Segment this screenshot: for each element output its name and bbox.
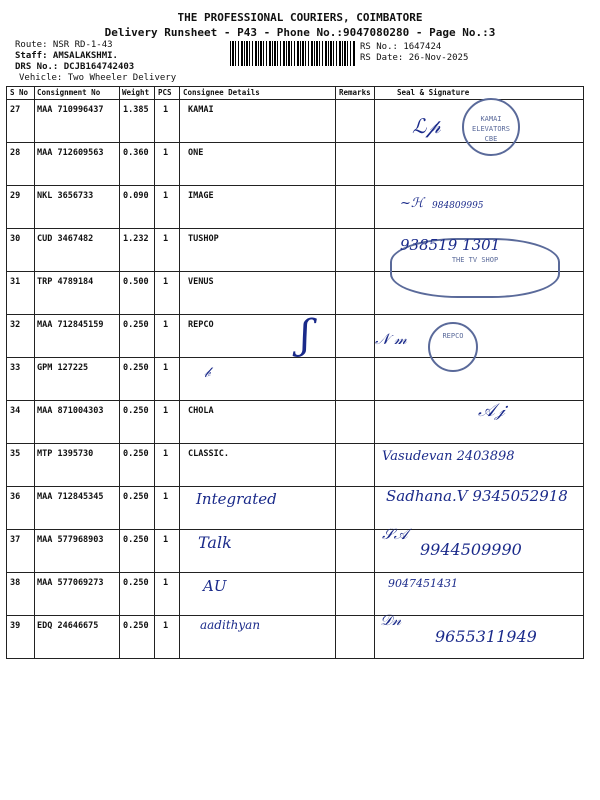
row-sno: 28 bbox=[10, 148, 21, 158]
row-39-phone: 9655311949 bbox=[435, 627, 537, 646]
drs-no: DRS No.: DCJB164742403 bbox=[15, 62, 135, 72]
col-divider bbox=[179, 229, 180, 272]
row-sno: 31 bbox=[10, 277, 21, 287]
col-divider bbox=[154, 616, 155, 659]
col-pcs: PCS bbox=[158, 88, 172, 97]
row-weight: 0.250 bbox=[123, 535, 149, 545]
col-divider bbox=[335, 573, 336, 616]
repco-signature: 𝒩 𝓂 bbox=[375, 330, 407, 348]
row-weight: 0.250 bbox=[123, 449, 149, 459]
col-divider bbox=[154, 358, 155, 401]
row-sno: 38 bbox=[10, 578, 21, 588]
col-divider bbox=[374, 573, 375, 616]
col-sno: S No bbox=[10, 88, 29, 97]
row-consignee: VENUS bbox=[188, 277, 214, 287]
row-pcs: 1 bbox=[163, 234, 169, 244]
row-pcs: 1 bbox=[163, 277, 169, 287]
col-divider bbox=[374, 143, 375, 186]
row-consignee: KAMAI bbox=[188, 105, 214, 115]
row-pcs: 1 bbox=[163, 535, 169, 545]
row-sno: 35 bbox=[10, 449, 21, 459]
row-sno: 32 bbox=[10, 320, 21, 330]
table-row bbox=[6, 573, 584, 616]
col-divider bbox=[6, 487, 7, 530]
col-divider bbox=[6, 444, 7, 487]
col-divider bbox=[179, 487, 180, 530]
tushop-phone: 938519 1301 bbox=[400, 236, 501, 254]
kamai-signature: ℒ𝓅 bbox=[412, 114, 441, 138]
col-divider bbox=[154, 444, 155, 487]
row-consignee: ONE bbox=[188, 148, 204, 158]
col-divider bbox=[154, 229, 155, 272]
col-divider bbox=[154, 186, 155, 229]
row-sno: 36 bbox=[10, 492, 21, 502]
col-divider bbox=[34, 143, 35, 186]
row-weight: 0.250 bbox=[123, 406, 149, 416]
row-pcs: 1 bbox=[163, 320, 169, 330]
col-divider bbox=[154, 487, 155, 530]
col-divider bbox=[6, 530, 7, 573]
col-divider bbox=[34, 358, 35, 401]
row-pcs: 1 bbox=[163, 492, 169, 502]
col-divider bbox=[154, 143, 155, 186]
row-consignment-no: MAA 712609563 bbox=[37, 148, 104, 158]
row-consignment-no: NKL 3656733 bbox=[37, 191, 94, 201]
col-divider bbox=[335, 530, 336, 573]
col-divider bbox=[335, 401, 336, 444]
col-consignee: Consignee Details bbox=[183, 88, 260, 97]
col-divider bbox=[6, 143, 7, 186]
row-pcs: 1 bbox=[163, 191, 169, 201]
row-38-consignee: AU bbox=[203, 577, 227, 595]
col-divider bbox=[179, 358, 180, 401]
row-consignment-no: MAA 712845345 bbox=[37, 492, 104, 502]
col-divider bbox=[119, 487, 120, 530]
row-consignment-no: MTP 1395730 bbox=[37, 449, 94, 459]
vehicle: Vehicle: Two Wheeler Delivery bbox=[19, 73, 177, 83]
kamai-elevators-stamp: KAMAI ELEVATORS CBE bbox=[462, 98, 520, 156]
col-divider bbox=[374, 186, 375, 229]
col-divider bbox=[34, 444, 35, 487]
col-divider bbox=[154, 315, 155, 358]
rs-no: RS No.: 1647424 bbox=[360, 42, 442, 52]
col-divider bbox=[179, 86, 180, 99]
classic-receiver: Vasudevan 2403898 bbox=[382, 449, 515, 464]
row-consignment-no: TRP 4789184 bbox=[37, 277, 94, 287]
row-consignee: CLASSIC. bbox=[188, 449, 229, 459]
col-divider bbox=[34, 272, 35, 315]
row-33-scribble: ʃ bbox=[300, 312, 311, 358]
col-divider bbox=[335, 86, 336, 99]
row-pcs: 1 bbox=[163, 578, 169, 588]
col-divider bbox=[583, 229, 584, 272]
col-divider bbox=[34, 100, 35, 143]
col-divider bbox=[179, 616, 180, 659]
col-divider bbox=[583, 272, 584, 315]
company-name: THE PROFESSIONAL COURIERS, COIMBATORE bbox=[177, 11, 423, 24]
route: Route: NSR RD-1-43 bbox=[15, 40, 113, 50]
row-weight: 0.360 bbox=[123, 148, 149, 158]
col-divider bbox=[6, 86, 7, 99]
col-divider bbox=[583, 573, 584, 616]
col-divider bbox=[154, 86, 155, 99]
col-divider bbox=[583, 358, 584, 401]
image-signature: ~ℋ bbox=[400, 196, 424, 211]
col-divider bbox=[583, 530, 584, 573]
row-consignment-no: MAA 712845159 bbox=[37, 320, 104, 330]
col-divider bbox=[154, 100, 155, 143]
col-divider bbox=[34, 229, 35, 272]
col-divider bbox=[374, 272, 375, 315]
col-divider bbox=[6, 573, 7, 616]
table-row bbox=[6, 315, 584, 358]
chola-signature: 𝒜𝒿 bbox=[478, 400, 505, 421]
row-weight: 0.250 bbox=[123, 320, 149, 330]
col-divider bbox=[119, 186, 120, 229]
row-33-mark: 𝒷 bbox=[204, 365, 211, 381]
col-divider bbox=[179, 315, 180, 358]
row-consignment-no: GPM 127225 bbox=[37, 363, 89, 373]
runsheet-table bbox=[6, 86, 584, 659]
row-weight: 0.250 bbox=[123, 492, 149, 502]
row-39-consignee: aadithyan bbox=[200, 618, 261, 632]
col-divider bbox=[583, 186, 584, 229]
col-divider bbox=[34, 487, 35, 530]
col-divider bbox=[6, 229, 7, 272]
col-divider bbox=[583, 444, 584, 487]
row-sno: 30 bbox=[10, 234, 21, 244]
col-divider bbox=[6, 315, 7, 358]
row-sno: 39 bbox=[10, 621, 21, 631]
col-divider bbox=[119, 444, 120, 487]
row-37-phone: 9944509990 bbox=[420, 540, 522, 559]
col-divider bbox=[6, 272, 7, 315]
col-divider bbox=[179, 530, 180, 573]
col-divider bbox=[335, 358, 336, 401]
row-consignment-no: MAA 577069273 bbox=[37, 578, 104, 588]
col-divider bbox=[119, 272, 120, 315]
row-weight: 0.090 bbox=[123, 191, 149, 201]
col-divider bbox=[583, 143, 584, 186]
row-pcs: 1 bbox=[163, 449, 169, 459]
col-divider bbox=[34, 315, 35, 358]
col-divider bbox=[154, 272, 155, 315]
col-divider bbox=[335, 100, 336, 143]
row-pcs: 1 bbox=[163, 406, 169, 416]
runsheet-title: Delivery Runsheet - P43 - Phone No.:9047080280 - Page No.:3 bbox=[104, 26, 496, 39]
col-divider bbox=[335, 272, 336, 315]
row-consignee: CHOLA bbox=[188, 406, 214, 416]
col-divider bbox=[335, 143, 336, 186]
table-body bbox=[6, 100, 584, 659]
table-row bbox=[6, 186, 584, 229]
row-sno: 37 bbox=[10, 535, 21, 545]
col-divider bbox=[583, 315, 584, 358]
row-consignment-no: MAA 577968903 bbox=[37, 535, 104, 545]
row-consignment-no: EDQ 24646675 bbox=[37, 621, 99, 631]
col-divider bbox=[119, 616, 120, 659]
col-divider bbox=[119, 100, 120, 143]
col-divider bbox=[34, 573, 35, 616]
row-sno: 27 bbox=[10, 105, 21, 115]
row-sno: 33 bbox=[10, 363, 21, 373]
row-consignee: REPCO bbox=[188, 320, 214, 330]
col-weight: Weight bbox=[122, 88, 150, 97]
row-38-phone: 9047451431 bbox=[388, 577, 458, 590]
col-divider bbox=[583, 616, 584, 659]
col-divider bbox=[119, 315, 120, 358]
col-divider bbox=[34, 401, 35, 444]
row-36-receiver: Sadhana.V 9345052918 bbox=[386, 487, 568, 505]
row-pcs: 1 bbox=[163, 363, 169, 373]
col-divider bbox=[179, 272, 180, 315]
row-36-consignee: Integrated bbox=[196, 490, 277, 508]
row-weight: 0.250 bbox=[123, 578, 149, 588]
row-consignment-no: MAA 710996437 bbox=[37, 105, 104, 115]
col-divider bbox=[335, 487, 336, 530]
col-divider bbox=[119, 401, 120, 444]
tvshop-stamp: THE TV SHOP bbox=[390, 238, 560, 298]
repco-stamp: REPCO bbox=[428, 322, 478, 372]
col-divider bbox=[335, 229, 336, 272]
col-divider bbox=[6, 358, 7, 401]
col-divider bbox=[34, 86, 35, 99]
row-weight: 1.232 bbox=[123, 234, 149, 244]
table-row bbox=[6, 358, 584, 401]
col-divider bbox=[374, 487, 375, 530]
row-37-signature: 𝒮𝒜 bbox=[382, 525, 408, 543]
col-divider bbox=[119, 143, 120, 186]
col-divider bbox=[6, 100, 7, 143]
col-divider bbox=[335, 315, 336, 358]
row-37-consignee: Talk bbox=[198, 533, 232, 552]
col-divider bbox=[374, 616, 375, 659]
row-consignee: TUSHOP bbox=[188, 234, 219, 244]
col-divider bbox=[374, 444, 375, 487]
barcode bbox=[230, 41, 356, 66]
col-divider bbox=[374, 229, 375, 272]
row-consignment-no: MAA 871004303 bbox=[37, 406, 104, 416]
col-divider bbox=[119, 530, 120, 573]
col-divider bbox=[119, 358, 120, 401]
col-consignment: Consignment No bbox=[37, 88, 101, 97]
col-divider bbox=[583, 401, 584, 444]
col-divider bbox=[583, 86, 584, 99]
col-divider bbox=[374, 401, 375, 444]
row-weight: 0.250 bbox=[123, 621, 149, 631]
col-divider bbox=[374, 86, 375, 99]
staff: Staff: AMSALAKSHMI. bbox=[15, 51, 118, 61]
rs-date: RS Date: 26-Nov-2025 bbox=[360, 53, 469, 63]
col-divider bbox=[154, 573, 155, 616]
row-weight: 0.500 bbox=[123, 277, 149, 287]
row-pcs: 1 bbox=[163, 621, 169, 631]
col-divider bbox=[119, 86, 120, 99]
col-divider bbox=[583, 100, 584, 143]
row-pcs: 1 bbox=[163, 148, 169, 158]
row-weight: 0.250 bbox=[123, 363, 149, 373]
col-divider bbox=[374, 358, 375, 401]
col-divider bbox=[374, 530, 375, 573]
row-39-signature: 𝒟𝓃 bbox=[380, 611, 402, 629]
col-divider bbox=[119, 573, 120, 616]
col-divider bbox=[335, 616, 336, 659]
col-divider bbox=[6, 401, 7, 444]
row-sno: 29 bbox=[10, 191, 21, 201]
col-divider bbox=[179, 143, 180, 186]
col-remarks: Remarks bbox=[339, 88, 371, 97]
col-divider bbox=[119, 229, 120, 272]
col-divider bbox=[6, 186, 7, 229]
col-divider bbox=[34, 530, 35, 573]
col-divider bbox=[335, 186, 336, 229]
row-sno: 34 bbox=[10, 406, 21, 416]
row-consignee: IMAGE bbox=[188, 191, 214, 201]
col-signature: Seal & Signature bbox=[397, 88, 470, 97]
image-phone: 984809995 bbox=[432, 201, 484, 211]
col-divider bbox=[179, 444, 180, 487]
col-divider bbox=[34, 616, 35, 659]
row-consignment-no: CUD 3467482 bbox=[37, 234, 94, 244]
col-divider bbox=[179, 100, 180, 143]
col-divider bbox=[179, 573, 180, 616]
col-divider bbox=[179, 401, 180, 444]
col-divider bbox=[179, 186, 180, 229]
col-divider bbox=[34, 186, 35, 229]
col-divider bbox=[335, 444, 336, 487]
col-divider bbox=[6, 616, 7, 659]
row-pcs: 1 bbox=[163, 105, 169, 115]
col-divider bbox=[374, 100, 375, 143]
col-divider bbox=[154, 530, 155, 573]
row-weight: 1.385 bbox=[123, 105, 149, 115]
col-divider bbox=[154, 401, 155, 444]
